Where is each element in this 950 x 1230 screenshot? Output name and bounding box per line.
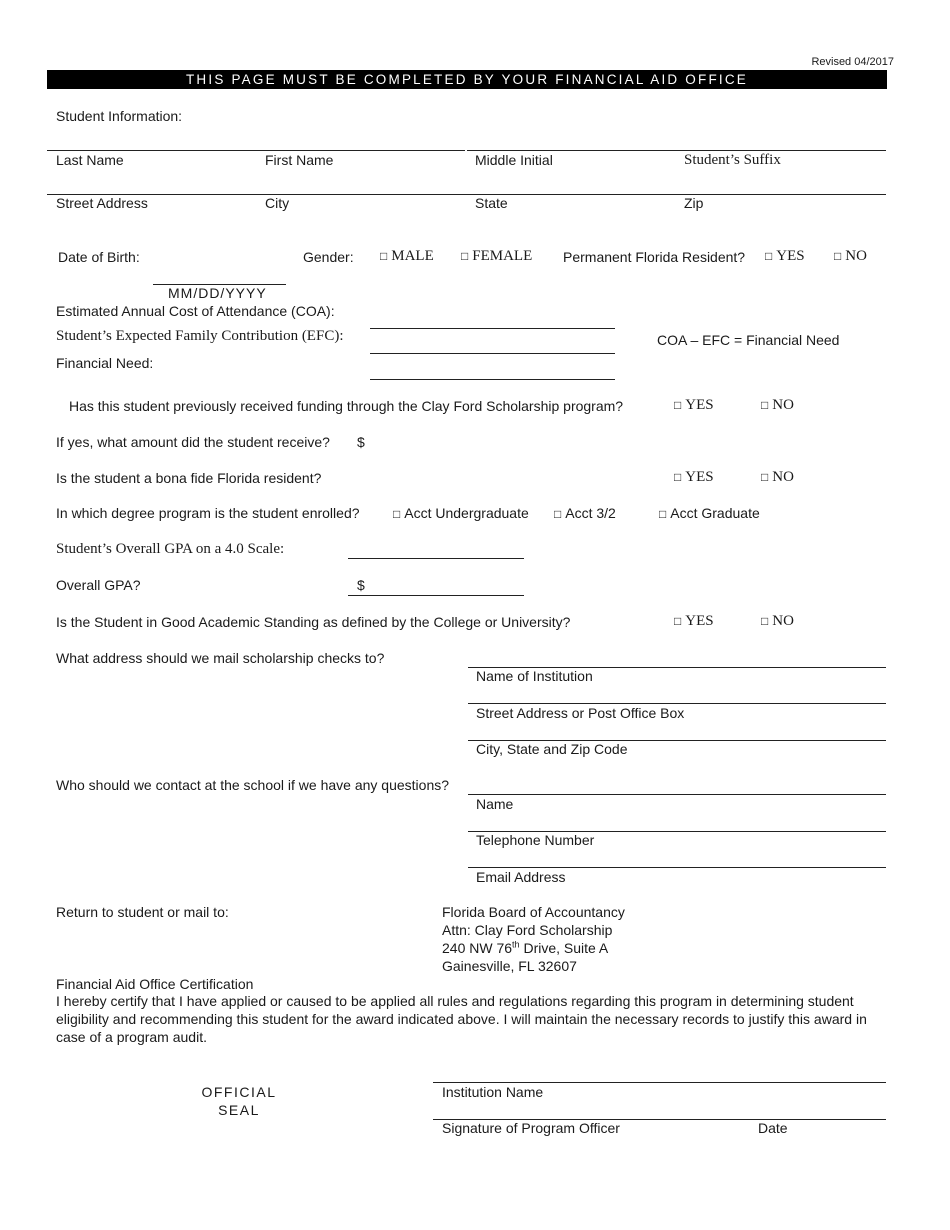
gpa-input-line[interactable] bbox=[348, 558, 524, 559]
good-standing-question: Is the Student in Good Academic Standing as defined by the College or University? bbox=[56, 614, 571, 630]
overall-gpa-dollar: $ bbox=[357, 577, 365, 593]
state-field[interactable]: State bbox=[475, 195, 508, 211]
good-standing-yes-checkbox[interactable]: □ YES bbox=[674, 613, 714, 630]
contact-phone-label: Telephone Number bbox=[476, 832, 595, 848]
return-label: Return to student or mail to: bbox=[56, 904, 229, 920]
prev-funding-yes-checkbox[interactable]: □ YES bbox=[674, 397, 714, 414]
suffix-field[interactable]: Student’s Suffix bbox=[684, 152, 781, 168]
certification-text: I hereby certify that I have applied or caused to be applied all rules and regulations regarding this program in determining student eligibility and recommending this student for the award indicated above. I will maintain the necessary records to justify this award in case of a program audit. bbox=[56, 993, 867, 1045]
bona-fide-yes-checkbox[interactable]: □ YES bbox=[674, 469, 714, 486]
efc-input-line[interactable] bbox=[370, 353, 615, 354]
name-line-left bbox=[47, 150, 465, 151]
revised-date: Revised 04/2017 bbox=[811, 56, 894, 68]
degree-question: In which degree program is the student enrolled? bbox=[56, 505, 360, 521]
contact-name-label: Name bbox=[476, 796, 514, 812]
return-line-1: Florida Board of Accountancy bbox=[442, 904, 625, 920]
return-line-3-pre: 240 NW 76 bbox=[442, 940, 513, 956]
return-line-3 bbox=[442, 940, 608, 956]
institution-name-label: Institution Name bbox=[442, 1084, 544, 1100]
city-state-zip-label: City, State and Zip Code bbox=[476, 741, 628, 757]
amount-dollar-field[interactable]: $ bbox=[357, 434, 365, 450]
coa-input-line[interactable] bbox=[370, 328, 615, 329]
gpa-scale-label: Student’s Overall GPA on a 4.0 Scale: bbox=[56, 541, 285, 557]
street-po-line[interactable] bbox=[468, 703, 886, 704]
certification-title: Financial Aid Office Certification bbox=[56, 976, 254, 992]
amount-question: If yes, what amount did the student receive? bbox=[56, 434, 330, 450]
return-line-3-sup: th bbox=[512, 939, 520, 950]
bona-fide-no-checkbox[interactable]: □ NO bbox=[761, 469, 794, 486]
contact-email-line[interactable] bbox=[468, 867, 886, 868]
name-line-right bbox=[467, 150, 886, 151]
address-line bbox=[47, 194, 886, 195]
middle-initial-field[interactable]: Middle Initial bbox=[475, 152, 553, 168]
institution-name-line[interactable] bbox=[433, 1082, 886, 1083]
return-line-3-post: Drive, Suite A bbox=[519, 940, 609, 956]
zip-field[interactable]: Zip bbox=[684, 195, 704, 211]
last-name-field[interactable]: Last Name bbox=[56, 152, 124, 168]
gender-female-checkbox[interactable]: □ FEMALE bbox=[461, 248, 532, 265]
need-input-line[interactable] bbox=[370, 379, 615, 380]
mailing-question: What address should we mail scholarship checks to? bbox=[56, 650, 385, 666]
contact-name-line[interactable] bbox=[468, 794, 886, 795]
fl-resident-yes-checkbox[interactable]: □ YES bbox=[765, 248, 805, 265]
signature-label: Signature of Program Officer bbox=[442, 1120, 620, 1136]
page-banner: THIS PAGE MUST BE COMPLETED BY YOUR FINANCIAL AID OFFICE bbox=[47, 70, 887, 89]
institution-label: Name of Institution bbox=[476, 668, 593, 684]
dob-label: Date of Birth: bbox=[58, 249, 140, 265]
gender-male-checkbox[interactable]: □ MALE bbox=[380, 248, 434, 265]
overall-gpa-label: Overall GPA? bbox=[56, 577, 141, 593]
contact-email-label: Email Address bbox=[476, 869, 566, 885]
gender-label: Gender: bbox=[303, 249, 354, 265]
date-label: Date bbox=[758, 1120, 788, 1136]
acct-graduate-checkbox[interactable]: □ Acct Graduate bbox=[659, 505, 760, 521]
bona-fide-question: Is the student a bona fide Florida resident? bbox=[56, 470, 322, 486]
need-formula: COA – EFC = Financial Need bbox=[657, 332, 840, 348]
street-po-label: Street Address or Post Office Box bbox=[476, 705, 685, 721]
need-label: Financial Need: bbox=[56, 355, 154, 371]
street-address-field[interactable]: Street Address bbox=[56, 195, 148, 211]
official-seal-line-1: OFFICIAL bbox=[201, 1084, 277, 1100]
good-standing-no-checkbox[interactable]: □ NO bbox=[761, 613, 794, 630]
official-seal-line-2: SEAL bbox=[218, 1102, 260, 1118]
efc-label: Student’s Expected Family Contribution (EFC): bbox=[56, 328, 344, 344]
coa-label: Estimated Annual Cost of Attendance (COA): bbox=[56, 303, 335, 319]
student-info-heading: Student Information: bbox=[56, 108, 183, 124]
city-field[interactable]: City bbox=[265, 195, 290, 211]
fl-resident-no-checkbox[interactable]: □ NO bbox=[834, 248, 867, 265]
return-line-2: Attn: Clay Ford Scholarship bbox=[442, 922, 613, 938]
contact-question: Who should we contact at the school if we have any questions? bbox=[56, 777, 450, 793]
dob-format: MM/DD/YYYY bbox=[168, 285, 267, 301]
first-name-field[interactable]: First Name bbox=[265, 152, 334, 168]
fl-resident-label: Permanent Florida Resident? bbox=[563, 249, 746, 265]
prev-funding-no-checkbox[interactable]: □ NO bbox=[761, 397, 794, 414]
prev-funding-question: Has this student previously received funding through the Clay Ford Scholarship program? bbox=[69, 398, 624, 414]
acct-32-checkbox[interactable]: □ Acct 3/2 bbox=[554, 505, 616, 521]
acct-undergrad-checkbox[interactable]: □ Acct Undergraduate bbox=[393, 505, 529, 521]
return-line-4: Gainesville, FL 32607 bbox=[442, 958, 577, 974]
overall-gpa-input-line[interactable] bbox=[348, 595, 524, 596]
